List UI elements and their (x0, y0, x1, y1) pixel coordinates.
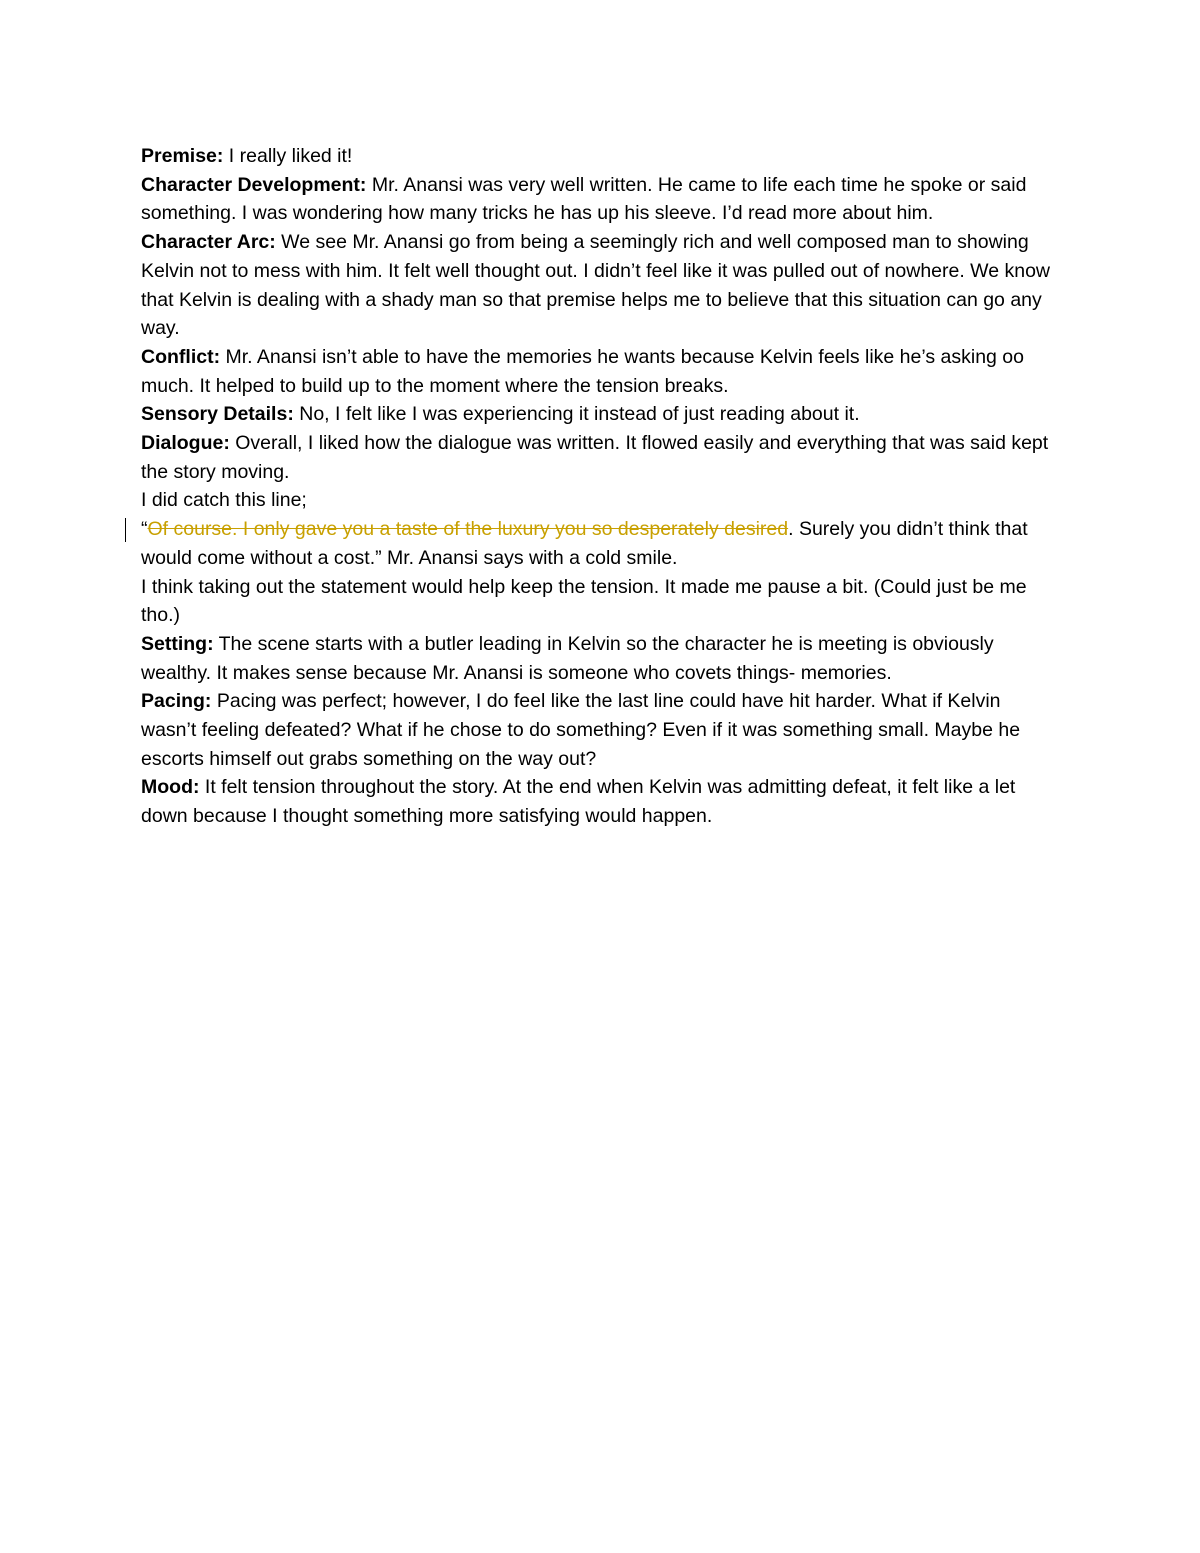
tracked-change-bar (125, 518, 126, 542)
mood-text: It felt tension throughout the story. At the end when Kelvin was admitting defeat, it felt like a let down because I thought something more satisfying would happen. (141, 776, 1016, 828)
setting-paragraph (141, 630, 1056, 687)
premise-paragraph (141, 142, 1056, 171)
sensory-details-paragraph (141, 400, 1056, 429)
character-arc-label: Character Arc: (141, 231, 276, 254)
character-development-text: Mr. Anansi was very well written. He came to life each time he spoke or said something. I was wondering how many tricks he has up his sleeve. I’d read more about him. (141, 173, 1027, 225)
character-arc-paragraph (141, 228, 1056, 343)
mood-label: Mood: (141, 776, 200, 799)
premise-label: Premise: (141, 145, 224, 167)
quote-paragraph (141, 515, 1056, 572)
character-development-paragraph (141, 171, 1056, 228)
pacing-label: Pacing: (141, 690, 212, 713)
dialogue-label: Dialogue: (141, 432, 230, 455)
character-development-label: Character Development: (141, 173, 367, 196)
mood-paragraph (141, 773, 1056, 830)
conflict-text: Mr. Anansi isn’t able to have the memories he wants because Kelvin feels like he’s asking oo much. It helped to build up to the moment where the tension breaks. (141, 345, 1024, 397)
character-arc-text: We see Mr. Anansi go from being a seemingly rich and well composed man to showing Kelvin not to mess with him. It felt well thought out. I didn’t feel like it was pulled out of nowhere. We know that Kelvin is dealing with a shady man so that premise helps me to believe that this situation can go any way. (141, 231, 1051, 340)
dialogue-text: Overall, I liked how the dialogue was written. It flowed easily and everything that was said kept the story moving. (141, 432, 1049, 483)
sensory-details-label: Sensory Details: (141, 403, 294, 426)
quote-open-mark: “ (141, 518, 148, 541)
pacing-paragraph (141, 687, 1056, 773)
tracked-deletion-text[interactable]: Of course. I only gave you a taste of the luxury you so desperately desired (147, 518, 789, 541)
suggestion-paragraph: I think taking out the statement would help keep the tension. It made me pause a bit. (Could just be me tho.) (141, 575, 1027, 627)
setting-text: The scene starts with a butler leading in Kelvin so the character he is meeting is obviously wealthy. It makes sense because Mr. Anansi is someone who covets things- memories. (141, 632, 994, 684)
setting-label: Setting: (141, 632, 214, 655)
quote-rest-text: . Surely you didn’t think that would come without a cost.” Mr. Anansi says with a cold smile. (141, 518, 1028, 569)
review-body[interactable] (141, 142, 1056, 831)
conflict-label: Conflict: (141, 345, 221, 368)
pacing-text: Pacing was perfect; however, I do feel like the last line could have hit harder. What if Kelvin wasn’t feeling defeated? What if he chose to do something? Even if it was something small. Maybe he escorts himself out grabs something on the way out? (141, 690, 1021, 770)
premise-text: I really liked it! (223, 145, 353, 167)
catch-line-paragraph: I did catch this line; (141, 489, 307, 512)
sensory-details-text: No, I felt like I was experiencing it instead of just reading about it. (293, 403, 860, 426)
conflict-paragraph (141, 343, 1056, 400)
dialogue-paragraph (141, 429, 1056, 486)
